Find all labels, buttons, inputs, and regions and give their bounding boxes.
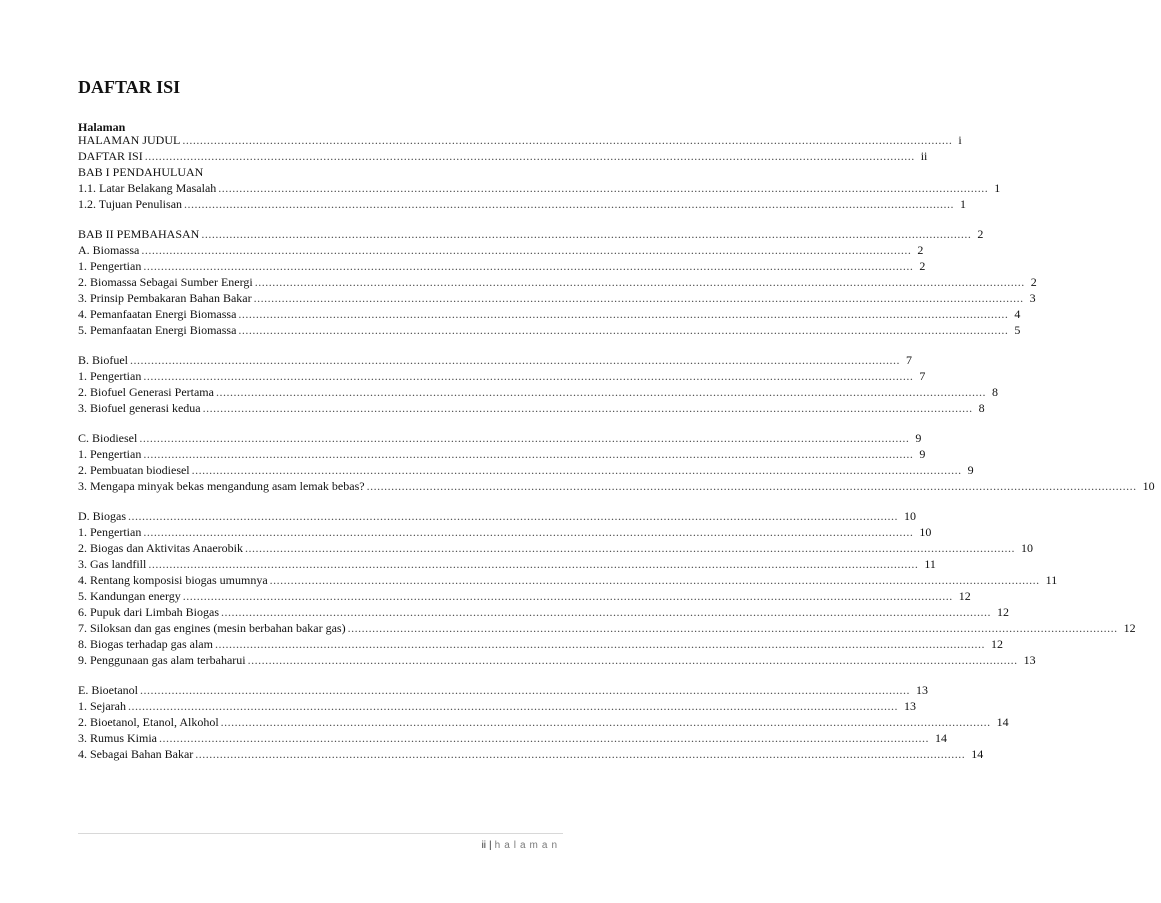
toc-dot-leader: ............................................................................................................................................................................................................................ [269,573,1040,587]
toc-dot-leader: ............................................................................................................................................................................................................................ [218,181,989,195]
toc-entry [78,524,932,540]
toc-entry [78,368,926,384]
toc-dot-leader: ............................................................................................................................................................................................................................ [141,243,912,257]
toc-entry [78,620,1136,636]
toc-entry [78,730,948,746]
toc-dot-leader: ............................................................................................................................................................................................................................ [127,699,898,713]
toc-entry-page: 10 [904,509,916,523]
toc-entry-page: 9 [915,431,922,445]
toc-dot-leader: ............................................................................................................................................................................................................................ [139,431,910,445]
footer-word: halaman [494,840,561,851]
toc-entry [78,446,926,462]
toc-entry-label: 3. Biofuel generasi kedua [78,401,201,415]
toc-entry-label: DAFTAR ISI [78,149,143,163]
toc-entry-page: 1 [960,197,967,211]
toc-entry-page: 5 [1014,323,1021,337]
toc-dot-leader: ............................................................................................................................................................................................................................ [140,683,910,697]
page-title: DAFTAR ISI [78,77,181,97]
toc-entry-page: 13 [916,683,928,697]
toc-entry [78,746,984,762]
toc-entry-page: 2 [919,259,926,273]
toc-entry-page: 12 [990,637,1003,651]
toc-entry [78,322,1021,338]
toc-page-column-header: Halaman [78,120,126,134]
toc-entry-page: 3 [1029,291,1036,305]
toc-dot-leader: ............................................................................................................................................................................................................................ [143,259,914,273]
toc-entry-label: BAB II PEMBAHASAN [78,227,200,241]
toc-dot-leader: ............................................................................................................................................................................................................................ [144,149,915,163]
footer-divider [78,833,563,834]
toc-entry-page: 13 [903,699,916,713]
toc-entry-label: 5. Kandungan energy [78,589,181,603]
toc-entry-page: 10 [1020,541,1033,555]
toc-entry-label: 1. Sejarah [78,699,126,713]
toc-dot-leader: ............................................................................................................................................................................................................................ [238,323,1009,337]
toc-entry [78,430,922,446]
toc-entry-label: 2. Bioetanol, Etanol, Alkohol [78,715,219,729]
toc-entry [78,462,974,478]
toc-entry-label: 1. Pengertian [78,369,142,383]
toc-entry [78,164,518,180]
toc-entry-page: 2 [977,227,984,241]
toc-entry [78,556,936,572]
toc-entry [78,306,1021,322]
toc-dot-leader: ............................................................................................................................................................................................................................ [366,479,1137,493]
toc-entry-page: 8 [991,385,998,399]
footer-separator: | [489,840,492,851]
toc-dot-leader: ............................................................................................................................................................................................................................ [244,541,1015,555]
toc-entry [78,682,928,698]
toc-entry-page: 14 [971,747,984,761]
toc-entry-label: 4. Sebagai Bahan Bakar [78,747,194,761]
toc-entry-label: HALAMAN JUDUL [78,133,181,147]
toc-entry [78,636,1003,652]
toc-entry-label: 2. Biogas dan Aktivitas Anaerobik [78,541,243,555]
toc-entry-page: 8 [978,401,985,415]
toc-entry-label: 4. Rentang komposisi biogas umumnya [78,573,268,587]
toc-entry-page: 12 [997,605,1009,619]
toc-entry [78,540,1033,556]
toc-dot-leader: ............................................................................................................................................................................................................................ [214,637,985,651]
toc-entry-label: A. Biomassa [78,243,140,257]
toc-entry-label: 3. Prinsip Pembakaran Bahan Bakar [78,291,252,305]
toc-dot-leader: ............................................................................................................................................................................................................................ [215,385,986,399]
toc-entry-label: 7. Siloksan dan gas engines (mesin berbahan bakar gas) [78,621,346,635]
toc-dot-leader: ............................................................................................................................................................................................................................ [221,605,991,619]
toc-dot-leader: ............................................................................................................................................................................................................................ [128,509,898,523]
toc-entry-page: 13 [1023,653,1036,667]
toc-entry [78,226,984,242]
toc-entry-page: 1 [994,181,1001,195]
toc-entry-label: C. Biodiesel [78,431,138,445]
toc-entry-page: 11 [1045,573,1058,587]
toc-entry-label: 1.1. Latar Belakang Masalah [78,181,217,195]
toc-dot-leader: ............................................................................................................................................................................................................................ [195,747,966,761]
toc-entry-page: 14 [996,715,1009,729]
toc-entry-page: 9 [967,463,974,477]
toc-dot-leader: ............................................................................................................................................................................................................................ [182,589,953,603]
toc-entry-label: B. Biofuel [78,353,128,367]
toc-entry [78,478,1155,494]
toc-dot-leader: ............................................................................................................................................................................................................................ [253,291,1024,305]
toc-dot-leader: ............................................................................................................................................................................................................................ [143,447,914,461]
toc-entry [78,196,967,212]
toc-entry [78,384,998,400]
toc-entry [78,652,1036,668]
toc-entry [78,352,912,368]
toc-dot-leader: ............................................................................................................................................................................................................................ [238,307,1009,321]
toc-dot-leader: ............................................................................................................................................................................................................................ [182,133,953,147]
toc-entry [78,508,916,524]
toc-entry-label: 4. Pemanfaatan Energi Biomassa [78,307,237,321]
toc-dot-leader: ............................................................................................................................................................................................................................ [201,227,972,241]
toc-entry-page: 7 [906,353,912,367]
toc-entry-label: BAB I PENDAHULUAN [78,165,204,179]
toc-entry-label: 6. Pupuk dari Limbah Biogas [78,605,219,619]
toc-entry-label: 1. Pengertian [78,447,142,461]
toc-dot-leader: ............................................................................................................................................................................................................................ [148,557,919,571]
toc-dot-leader: ............................................................................................................................................................................................................................ [130,353,900,367]
toc-dot-leader: ............................................................................................................................................................................................................................ [191,463,962,477]
toc-entry [78,588,971,604]
toc-dot-leader: ............................................................................................................................................................................................................................ [159,731,930,745]
toc-entry-page: 10 [1142,479,1155,493]
toc-entry [78,714,1009,730]
toc-entry-page: 4 [1014,307,1021,321]
toc-entry-label: 3. Gas landfill [78,557,147,571]
toc-entry-label: 1. Pengertian [78,525,142,539]
toc-entry-label: D. Biogas [78,509,126,523]
toc-entry-page: i [958,133,962,147]
toc-entry [78,604,1009,620]
toc-dot-leader: ............................................................................................................................................................................................................................ [247,653,1018,667]
toc-entry-label: E. Bioetanol [78,683,138,697]
toc-entry-label: 3. Rumus Kimia [78,731,158,745]
toc-entry-label: 8. Biogas terhadap gas alam [78,637,213,651]
toc-entry [78,180,1001,196]
toc-dot-leader: ............................................................................................................................................................................................................................ [220,715,991,729]
toc-entry-page: ii [920,149,928,163]
toc-entry-label: 3. Mengapa minyak bekas mengandung asam lemak bebas? [78,479,365,493]
toc-entry-page: 7 [919,369,926,383]
toc-dot-leader: ............................................................................................................................................................................................................................ [143,369,914,383]
toc-dot-leader: ............................................................................................................................................................................................................................ [347,621,1118,635]
toc-entry-page: 2 [1030,275,1037,289]
toc-entry [78,698,916,714]
table-of-contents [78,132,1155,762]
toc-entry [78,400,985,416]
toc-entry-page: 12 [958,589,971,603]
toc-entry-label: 1. Pengertian [78,259,142,273]
toc-entry [78,572,1058,588]
toc-entry-page: 12 [1123,621,1136,635]
toc-entry [78,148,928,164]
toc-entry [78,242,924,258]
toc-entry-page: 2 [917,243,924,257]
toc-entry [78,290,1036,306]
toc-dot-leader: ............................................................................................................................................................................................................................ [202,401,973,415]
toc-entry [78,274,1037,290]
toc-entry-label: 5. Pemanfaatan Energi Biomassa [78,323,237,337]
toc-dot-leader: ............................................................................................................................................................................................................................ [143,525,914,539]
toc-entry-page: 10 [919,525,932,539]
toc-entry-label: 2. Biofuel Generasi Pertama [78,385,214,399]
toc-dot-leader: ............................................................................................................................................................................................................................ [184,197,955,211]
toc-entry-label: 2. Biomassa Sebagai Sumber Energi [78,275,253,289]
toc-entry [78,132,962,148]
footer-page-number: ii [481,840,487,851]
toc-entry-label: 1.2. Tujuan Penulisan [78,197,183,211]
toc-entry-label: 9. Penggunaan gas alam terbaharui [78,653,246,667]
toc-entry-page: 14 [935,731,948,745]
toc-entry [78,258,926,274]
page-footer [482,840,561,851]
toc-entry-label: 2. Pembuatan biodiesel [78,463,190,477]
toc-entry-page: 9 [919,447,926,461]
toc-dot-leader: ............................................................................................................................................................................................................................ [254,275,1025,289]
toc-entry-page: 11 [924,557,936,571]
